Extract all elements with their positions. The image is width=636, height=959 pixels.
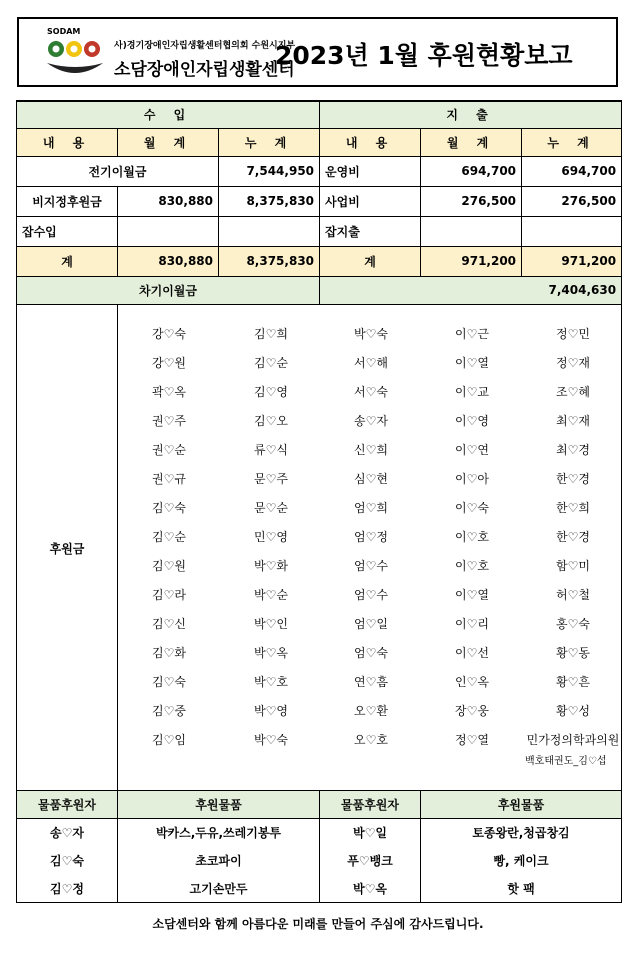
donor-name: 정♡민	[556, 326, 590, 341]
donor-name: 오♡환	[354, 703, 388, 718]
donor-name: 오♡호	[354, 732, 388, 747]
income-label: 비지정후원금	[17, 186, 118, 216]
donor-name: 김♡임	[152, 732, 186, 747]
donor-name: 이♡선	[455, 645, 489, 660]
goods-donor: 푸♡뱅크	[320, 847, 421, 875]
donor-name: 신♡희	[354, 442, 388, 457]
donor-name: 송♡자	[354, 413, 388, 428]
donor-name: 엄♡일	[354, 616, 388, 631]
income-header: 수 입	[17, 101, 320, 128]
goods-donor: 박♡일	[320, 819, 421, 847]
donor-name: 한♡경	[556, 471, 590, 486]
goods-items: 빵, 케이크	[421, 847, 622, 875]
expense-header: 지 출	[320, 101, 622, 128]
donor-name: 서♡해	[354, 355, 388, 370]
income-col-cumulative: 누 계	[219, 128, 320, 156]
income-total-cumulative: 8,375,830	[219, 246, 320, 276]
donor-name: 강♡숙	[152, 326, 186, 341]
donor-name: 인♡옥	[455, 674, 489, 689]
goods-donor: 김♡숙	[17, 847, 118, 875]
goods-col-donor: 물품후원자	[320, 791, 421, 819]
donor-name: 박♡숙	[254, 732, 288, 747]
donor-name: 박♡순	[254, 587, 288, 602]
donor-name: 한♡경	[556, 529, 590, 544]
finance-row	[17, 186, 622, 216]
donor-name: 류♡식	[254, 442, 288, 457]
expense-label: 운영비	[320, 156, 421, 186]
donor-name: 이♡아	[455, 471, 489, 486]
donor-name: 곽♡옥	[152, 384, 186, 399]
donor-name: 문♡주	[254, 471, 288, 486]
expense-total-cumulative: 971,200	[522, 246, 622, 276]
donor-name: 황♡흔	[556, 674, 590, 689]
donor-name: 민가정의학과의원	[526, 732, 620, 747]
donor-name: 서♡숙	[354, 384, 388, 399]
donor-name: 황♡동	[556, 645, 590, 660]
goods-items: 초코파이	[118, 847, 320, 875]
donor-name: 함♡미	[556, 558, 590, 573]
expense-cumulative	[522, 216, 622, 246]
goods-items: 고기손만두	[118, 875, 320, 903]
logo-org-name: 사)경기장애인자립생활센터협의회 수원시지부	[114, 41, 296, 51]
donor-name: 권♡순	[152, 442, 186, 457]
goods-row	[17, 819, 622, 847]
income-total-monthly: 830,880	[118, 246, 219, 276]
expense-cumulative: 694,700	[522, 156, 622, 186]
income-monthly: 830,880	[118, 186, 219, 216]
donor-name: 김♡중	[152, 703, 186, 718]
donor-name: 정♡재	[556, 355, 590, 370]
expense-monthly: 276,500	[421, 186, 522, 216]
income-cumulative	[219, 216, 320, 246]
expense-col-content: 내 용	[320, 128, 421, 156]
donor-name: 심♡현	[354, 471, 388, 486]
page-title: 2023년 1월 후원현황보고	[275, 41, 573, 70]
expense-total-monthly: 971,200	[421, 246, 522, 276]
donor-name: 김♡영	[254, 384, 288, 399]
donor-name: 박♡영	[254, 703, 288, 718]
income-monthly	[118, 216, 219, 246]
donor-name: 박♡옥	[254, 645, 288, 660]
donor-name: 강♡원	[152, 355, 186, 370]
goods-col-items: 후원물품	[118, 791, 320, 819]
income-label: 잡수입	[17, 216, 118, 246]
center-logo	[41, 25, 296, 83]
donor-name: 이♡영	[455, 413, 489, 428]
donor-name: 박♡인	[254, 616, 288, 631]
donor-name: 황♡성	[556, 703, 590, 718]
logo-brand-text: SODAM	[47, 27, 81, 36]
donor-name: 이♡교	[455, 384, 489, 399]
goods-donor: 박♡옥	[320, 875, 421, 903]
expense-label: 잡지출	[320, 216, 421, 246]
expense-col-cumulative: 누 계	[522, 128, 622, 156]
goods-col-items: 후원물품	[421, 791, 622, 819]
logo-center-name: 소담장애인자립생활센터	[114, 60, 295, 80]
donor-name: 정♡열	[455, 732, 489, 747]
expense-label: 사업비	[320, 186, 421, 216]
donor-list	[118, 304, 622, 792]
donor-name: 이♡열	[455, 355, 489, 370]
goods-donor: 송♡자	[17, 819, 118, 847]
donor-name: 문♡순	[254, 500, 288, 515]
donor-name: 이♡열	[455, 587, 489, 602]
donor-name: 권♡규	[152, 471, 186, 486]
goods-items: 박카스,두유,쓰레기봉투	[118, 819, 320, 847]
donor-name: 김♡화	[152, 645, 186, 660]
carryover-value: 7,404,630	[320, 276, 622, 304]
donor-name: 엄♡정	[354, 529, 388, 544]
donor-name: 엄♡희	[354, 500, 388, 515]
donor-name: 이♡호	[455, 558, 489, 573]
goods-items: 토종왕란,청곱창김	[421, 819, 622, 847]
donor-name: 이♡숙	[455, 500, 489, 515]
donor-section-label: 후원금	[17, 304, 118, 792]
donor-name: 최♡경	[556, 442, 590, 457]
donor-name: 김♡숙	[152, 674, 186, 689]
goods-items: 핫 팩	[421, 875, 622, 903]
donor-name: 김♡순	[254, 355, 288, 370]
expense-total-label: 계	[320, 246, 421, 276]
donor-name: 허♡철	[556, 587, 590, 602]
donor-name: 최♡재	[556, 413, 590, 428]
donor-name: 장♡웅	[455, 703, 489, 718]
expense-col-monthly: 월 계	[421, 128, 522, 156]
report-header	[17, 17, 618, 87]
total-row	[17, 246, 622, 276]
carryover-label: 차기이월금	[17, 276, 320, 304]
donor-name: 이♡연	[455, 442, 489, 457]
donor-name: 연♡흠	[354, 674, 388, 689]
income-cumulative: 8,375,830	[219, 186, 320, 216]
donor-row	[17, 304, 622, 792]
donor-name: 조♡혜	[556, 384, 590, 399]
income-total-label: 계	[17, 246, 118, 276]
donor-name: 김♡숙	[152, 500, 186, 515]
goods-row	[17, 875, 622, 903]
goods-donor: 김♡정	[17, 875, 118, 903]
donor-name: 김♡라	[152, 587, 186, 602]
carryover-row	[17, 276, 622, 304]
donor-name: 김♡순	[152, 529, 186, 544]
donor-name: 엄♡수	[354, 558, 388, 573]
donor-name: 이♡리	[455, 616, 489, 631]
donor-name: 엄♡수	[354, 587, 388, 602]
income-col-content: 내 용	[17, 128, 118, 156]
donor-name: 박♡숙	[354, 326, 388, 341]
donor-name: 이♡근	[455, 326, 489, 341]
finance-row	[17, 156, 622, 186]
donor-name: 박♡화	[254, 558, 288, 573]
expense-cumulative: 276,500	[522, 186, 622, 216]
donor-name: 김♡원	[152, 558, 186, 573]
goods-row	[17, 847, 622, 875]
extra-donor: 백호태권도_김♡섭	[525, 756, 607, 767]
donor-name: 김♡오	[254, 413, 288, 428]
income-cumulative: 7,544,950	[219, 156, 320, 186]
donor-name: 김♡신	[152, 616, 186, 631]
income-label: 전기이월금	[17, 156, 219, 186]
expense-monthly: 694,700	[421, 156, 522, 186]
donor-name: 권♡주	[152, 413, 186, 428]
donor-name: 한♡희	[556, 500, 590, 515]
logo-mark-icon	[45, 35, 105, 85]
donor-name: 엄♡숙	[354, 645, 388, 660]
income-col-monthly: 월 계	[118, 128, 219, 156]
finance-row	[17, 216, 622, 246]
donor-name: 이♡호	[455, 529, 489, 544]
goods-table	[16, 790, 622, 903]
expense-monthly	[421, 216, 522, 246]
donor-name: 민♡영	[254, 529, 288, 544]
finance-table	[16, 100, 622, 793]
donor-name: 박♡호	[254, 674, 288, 689]
donor-name: 홍♡숙	[556, 616, 590, 631]
footer-thanks: 소담센터와 함께 아름다운 미래를 만들어 주심에 감사드립니다.	[152, 917, 484, 931]
donor-name: 김♡희	[254, 326, 288, 341]
goods-col-donor: 물품후원자	[17, 791, 118, 819]
